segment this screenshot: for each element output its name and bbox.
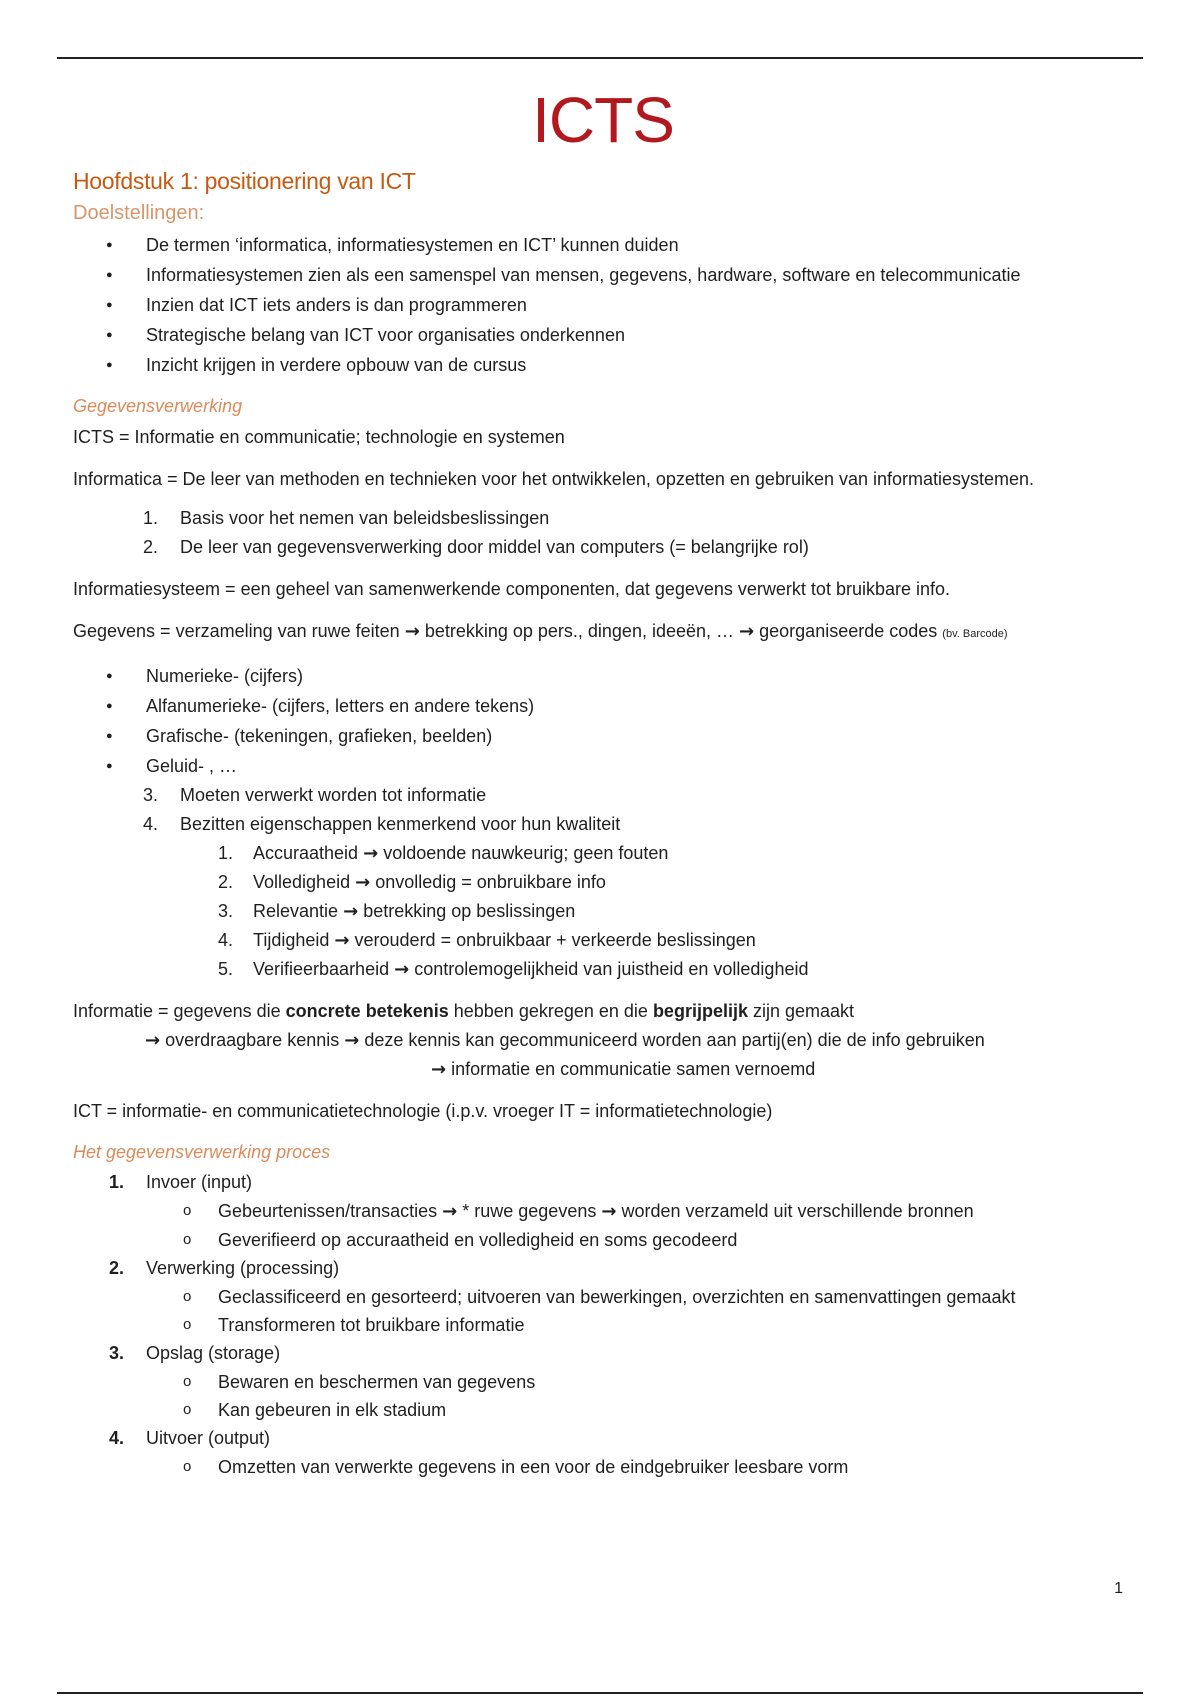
- list-item: 2. De leer van gegevensverwerking door middel van computers (= belangrijke rol): [143, 537, 809, 557]
- arrow-icon: →: [404, 621, 420, 642]
- list-item: 3. Relevantie → betrekking op beslissingen: [218, 901, 576, 922]
- data-properties-list: [73, 781, 1133, 839]
- top-rule: [57, 57, 1143, 59]
- list-item: 2. Volledigheid → onvolledig = onbruikbare info: [218, 872, 606, 893]
- document-page: [73, 78, 1133, 1481]
- informatica-points: [73, 504, 1133, 562]
- list-item: ● Informatiesystemen zien als een samenspel van mensen, gegevens, hardware, software en telecommunicatie: [73, 260, 1133, 290]
- list-item: 3. Moeten verwerkt worden tot informatie: [143, 785, 487, 805]
- process-steps: [73, 1168, 1133, 1481]
- arrow-icon: →: [739, 621, 755, 642]
- ict-definition: ICT = informatie- en communicatietechnologie (i.p.v. vroeger IT = informatietechnologie): [73, 1101, 773, 1121]
- list-item: ● Geluid- , …: [73, 751, 1133, 781]
- process-step: 3. Opslag (storage) o Bewaren en beschermen van gegevens o Kan gebeuren in elk stadium: [73, 1339, 1133, 1424]
- process-step: 2. Verwerking (processing) o Geclassificeerd en gesorteerd; uitvoeren van bewerkingen, overzichten en samenvattingen gemaakt o Transformeren tot bruikbare informatie: [73, 1254, 1133, 1339]
- arrow-icon: →: [442, 1201, 458, 1222]
- page-number: 1: [1114, 1580, 1123, 1597]
- list-item: o Bewaren en beschermen van gegevens: [73, 1368, 1133, 1396]
- arrow-icon: →: [343, 901, 359, 922]
- process-step: 4. Uitvoer (output) o Omzetten van verwerkte gegevens in een voor de eindgebruiker leesbare vorm: [73, 1424, 1133, 1481]
- icts-definition: ICTS = Informatie en communicatie; technologie en systemen: [73, 427, 565, 447]
- arrow-icon: →: [344, 1030, 360, 1051]
- goals-heading: Doelstellingen:: [73, 202, 205, 224]
- list-item: o Geclassificeerd en gesorteerd; uitvoeren van bewerkingen, overzichten en samenvattingen gemaakt: [73, 1283, 1133, 1311]
- list-item: ● De termen ‘informatica, informatiesystemen en ICT’ kunnen duiden: [73, 230, 1133, 260]
- arrow-icon: →: [355, 872, 371, 893]
- gegevens-definition: Gegevens = verzameling van ruwe feiten → betrekking op pers., dingen, ideeën, … → georganiseerde codes (bv. Barcode): [73, 621, 1008, 642]
- quality-list: [73, 839, 1133, 984]
- process-step: 1. Invoer (input) o Gebeurtenissen/transacties → * ruwe gegevens → worden verzameld uit verschillende bronnen o Geverifieerd op accuraatheid en volledigheid en soms gecodeerd: [73, 1168, 1133, 1254]
- chapter-heading: Hoofdstuk 1: positionering van ICT: [73, 168, 416, 194]
- section-heading-proces: Het gegevensverwerking proces: [73, 1142, 331, 1162]
- list-item: ● Strategische belang van ICT voor organisaties onderkennen: [73, 320, 1133, 350]
- list-item: o Kan gebeuren in elk stadium: [73, 1396, 1133, 1424]
- list-item: ● Alfanumerieke- (cijfers, letters en andere tekens): [73, 691, 1133, 721]
- goals-list: [73, 230, 1133, 380]
- list-item: ● Inzicht krijgen in verdere opbouw van de cursus: [73, 350, 1133, 380]
- bottom-rule: [57, 1692, 1143, 1694]
- informatiesysteem-definition: Informatiesysteem = een geheel van samenwerkende componenten, dat gegevens verwerkt tot bruikbare info.: [73, 579, 951, 599]
- arrow-icon: →: [363, 843, 379, 864]
- list-item: o Gebeurtenissen/transacties → * ruwe gegevens → worden verzameld uit verschillende bronnen: [73, 1197, 1133, 1226]
- list-item: o Omzetten van verwerkte gegevens in een voor de eindgebruiker leesbare vorm: [73, 1453, 1133, 1481]
- list-item: ● Inzien dat ICT iets anders is dan programmeren: [73, 290, 1133, 320]
- arrow-icon: →: [145, 1030, 161, 1051]
- list-item: ● Grafische- (tekeningen, grafieken, beelden): [73, 721, 1133, 751]
- list-item: o Geverifieerd op accuraatheid en volledigheid en soms gecodeerd: [73, 1226, 1133, 1254]
- list-item: 5. Verifieerbaarheid → controlemogelijkheid van juistheid en volledigheid: [218, 959, 809, 980]
- arrow-icon: →: [431, 1059, 447, 1080]
- list-item: ● Numerieke- (cijfers): [73, 661, 1133, 691]
- informatie-definition: Informatie = gegevens die concrete betekenis hebben gekregen en die begrijpelijk zijn gemaakt: [73, 1001, 855, 1021]
- barcode-note: (bv. Barcode): [942, 628, 1008, 640]
- informatie-line-2: → overdraagbare kennis → deze kennis kan gecommuniceerd worden aan partij(en) die de info gebruiken: [145, 1030, 985, 1051]
- data-types-list: [73, 661, 1133, 781]
- list-item: 1. Accuraatheid → voldoende nauwkeurig; geen fouten: [218, 843, 669, 864]
- arrow-icon: →: [394, 959, 410, 980]
- document-title: ICTS: [532, 84, 674, 156]
- list-item: 1. Basis voor het nemen van beleidsbeslissingen: [143, 508, 550, 528]
- list-item: 4. Bezitten eigenschappen kenmerkend voor hun kwaliteit: [143, 814, 621, 834]
- list-item: 4. Tijdigheid → verouderd = onbruikbaar + verkeerde beslissingen: [218, 930, 756, 951]
- arrow-icon: →: [601, 1201, 617, 1222]
- informatica-definition: Informatica = De leer van methoden en technieken voor het ontwikkelen, opzetten en gebruiken van informatiesystemen.: [73, 469, 1035, 489]
- list-item: o Transformeren tot bruikbare informatie: [73, 1311, 1133, 1339]
- informatie-line-3: → informatie en communicatie samen vernoemd: [431, 1059, 816, 1080]
- arrow-icon: →: [334, 930, 350, 951]
- section-heading-gegevensverwerking: Gegevensverwerking: [73, 396, 243, 416]
